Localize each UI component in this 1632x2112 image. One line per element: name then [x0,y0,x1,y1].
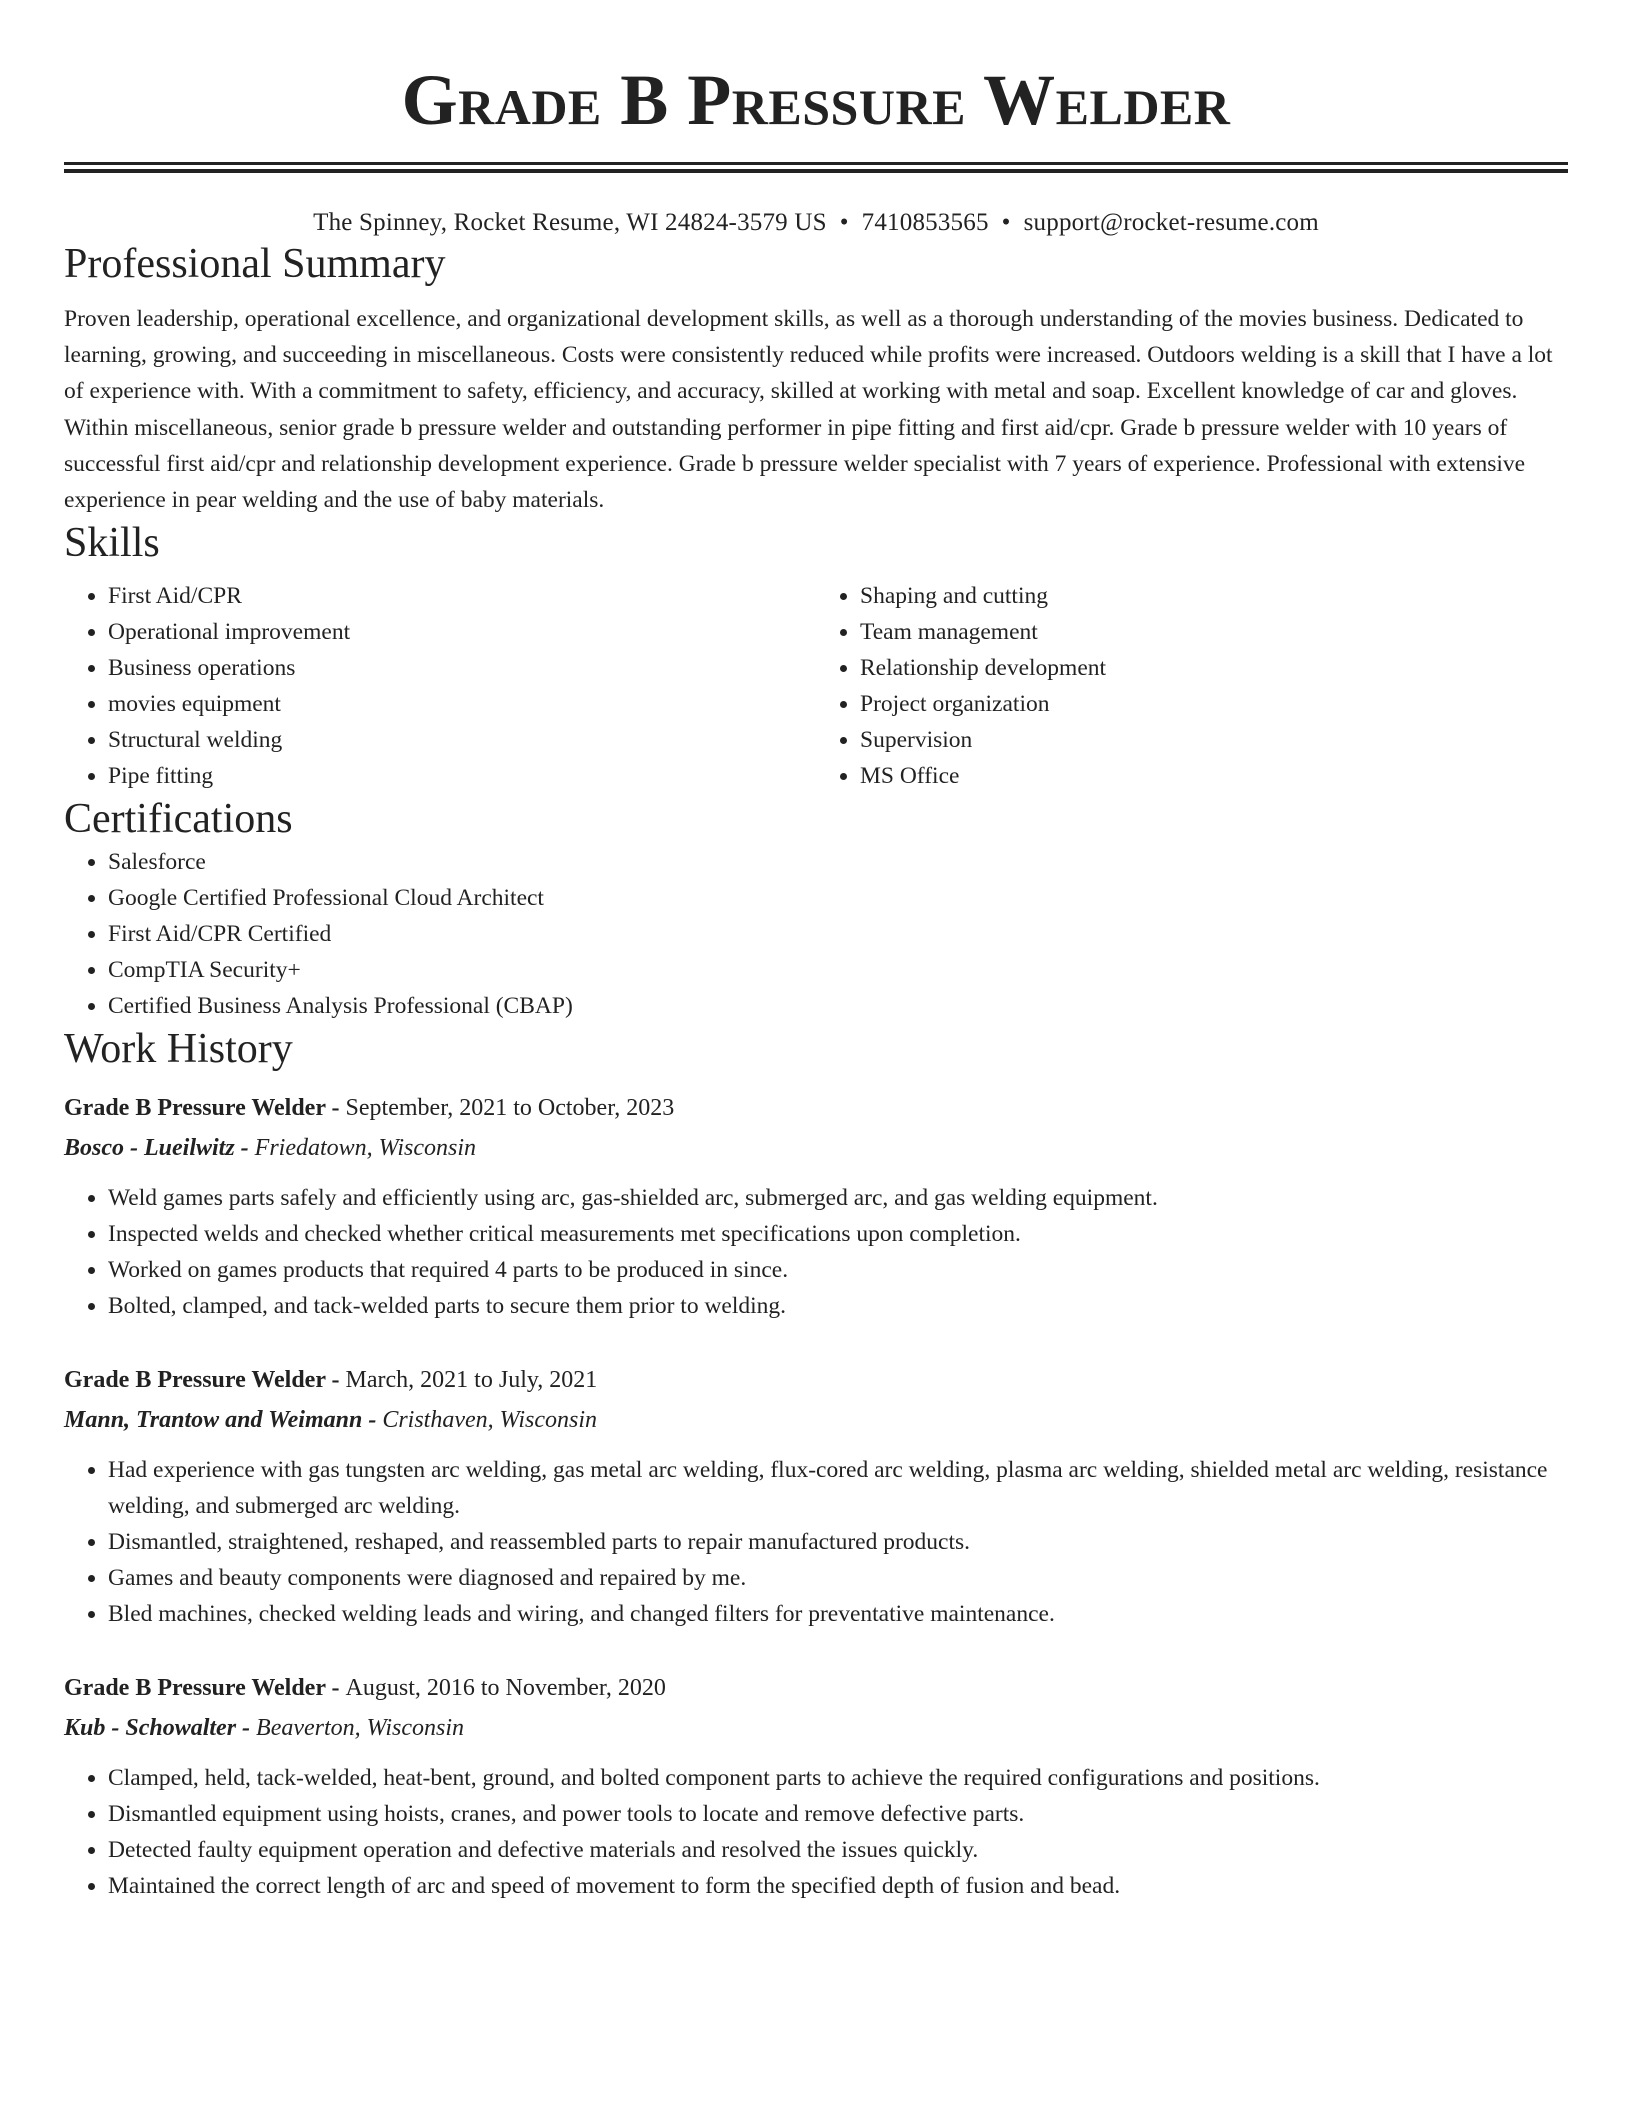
job-bullet: • Dismantled equipment using hoists, cranes, and power tools to locate and remove defective parts. [108,1796,1568,1832]
contact-separator: • [1001,209,1011,236]
resume-name: Grade B Pressure Welder [401,60,1231,140]
job-dates: August, 2016 to November, 2020 [345,1675,666,1702]
job-bullet: • Dismantled, straightened, reshaped, and reassembled parts to repair manufactured products. [108,1524,1568,1560]
certification-item: • CompTIA Security+ [108,952,1568,988]
dash: - [325,1675,346,1702]
job-bullet: • Had experience with gas tungsten arc welding, gas metal arc welding, flux-cored arc welding, plasma arc welding, shielded metal arc welding, resistance welding, and submerged arc welding. [108,1452,1568,1524]
job-bullet: • Detected faulty equipment operation and defective materials and resolved the issues quickly. [108,1832,1568,1868]
contact-line [64,207,1568,239]
certifications-heading: Certifications [64,796,293,843]
certification-item: • Google Certified Professional Cloud Architect [108,880,1568,916]
skill-item: • Structural welding [108,722,816,758]
job-company-text: Kub - Schowalter [64,1715,237,1742]
job-role [64,1095,346,1121]
certification-item: • Salesforce [108,844,1568,880]
job-dates: March, 2021 to July, 2021 [345,1367,598,1394]
certification-item: • First Aid/CPR Certified [108,916,1568,952]
contact-separator: • [839,209,849,236]
job-company [64,1715,256,1741]
skill-item: • Supervision [860,722,1568,758]
job-bullet: • Bolted, clamped, and tack-welded parts to secure them prior to welding. [108,1288,1568,1324]
job-bullet: • Weld games parts safely and efficiently using arc, gas-shielded arc, submerged arc, and gas welding equipment. [108,1180,1568,1216]
contact-phone: 7410853565 [861,209,989,236]
job-role-text: Grade B Pressure Welder [64,1367,326,1394]
skills-heading: Skills [64,520,160,567]
job-bullets [64,1180,1568,1324]
dash: - [325,1367,346,1394]
job-bullet: • Maintained the correct length of arc and speed of movement to form the specified depth of fusion and bead. [108,1868,1568,1904]
job-bullets [64,1452,1568,1632]
skill-item: • Business operations [108,650,816,686]
job-location: Cristhaven, Wisconsin [382,1407,597,1434]
skill-item: • Relationship development [860,650,1568,686]
skill-item: • movies equipment [108,686,816,722]
skill-item: • Operational improvement [108,614,816,650]
skill-item: • First Aid/CPR [108,578,816,614]
summary-heading: Professional Summary [64,241,446,287]
job-role-text: Grade B Pressure Welder [64,1675,326,1702]
job-header [64,1360,1568,1400]
job-bullet: • Games and beauty components were diagnosed and repaired by me. [108,1560,1568,1596]
dash: - [325,1095,346,1122]
certification-item: • Certified Business Analysis Professional (CBAP) [108,988,1568,1024]
skill-item: • Shaping and cutting [860,578,1568,614]
job-bullet: • Clamped, held, tack-welded, heat-bent, ground, and bolted component parts to achieve the required configurations and positions. [108,1760,1568,1796]
job-location: Friedatown, Wisconsin [254,1135,477,1162]
job-entry [64,1668,1568,1904]
job-company-line [64,1400,1568,1440]
dash: - [236,1715,257,1742]
certifications-list [64,844,1568,1024]
job-bullet: • Bled machines, checked welding leads and wiring, and changed filters for preventative maintenance. [108,1596,1568,1632]
contact-email: support@rocket-resume.com [1023,209,1319,236]
header-double-rule [64,162,1568,173]
job-entry [64,1360,1568,1632]
dash: - [234,1135,255,1162]
dash: - [362,1407,383,1434]
job-bullet: • Inspected welds and checked whether critical measurements met specifications upon completion. [108,1216,1568,1252]
job-company [64,1135,255,1161]
skill-item: • MS Office [860,758,1568,794]
job-company-text: Mann, Trantow and Weimann [64,1407,363,1434]
skills-columns [64,578,1568,794]
job-bullet: • Worked on games products that required 4 parts to be produced in since. [108,1252,1568,1288]
job-company-line [64,1708,1568,1748]
job-company [64,1407,382,1433]
job-entry [64,1088,1568,1324]
job-header [64,1088,1568,1128]
skill-item: • Project organization [860,686,1568,722]
skill-item: • Team management [860,614,1568,650]
job-dates: September, 2021 to October, 2023 [345,1095,675,1122]
work-history-heading: Work History [64,1026,293,1073]
job-role [64,1367,346,1393]
job-role [64,1675,346,1701]
skills-left-list [64,578,816,794]
contact-address: The Spinney, Rocket Resume, WI 24824-3579 US [313,209,827,236]
job-bullets [64,1760,1568,1904]
skills-right-list [816,578,1568,794]
summary-text: Proven leadership, operational excellence, and organizational development skills, as well as a thorough understanding of the movies business. Dedicated to learning, growing, and succeeding in miscellaneous. Costs were consistently reduced while profits were increased. Outdoors welding is a skill that I have a lot of experience with. With a commitment to safety, efficiency, and accuracy, skilled at working with metal and soap. Excellent knowledge of car and gloves. Within miscellaneous, senior grade b pressure welder and outstanding performer in pipe fitting and first aid/cpr. Grade b pressure welder with 10 years of successful first aid/cpr and relationship development experience. Grade b pressure welder specialist with 7 years of experience. Professional with extensive experience in pear welding and the use of baby materials. [64,306,1553,514]
job-location: Beaverton, Wisconsin [256,1715,464,1742]
job-company-line [64,1128,1568,1168]
job-header [64,1668,1568,1708]
job-role-text: Grade B Pressure Welder [64,1095,326,1122]
job-company-text: Bosco - Lueilwitz [64,1135,235,1162]
skill-item: • Pipe fitting [108,758,816,794]
